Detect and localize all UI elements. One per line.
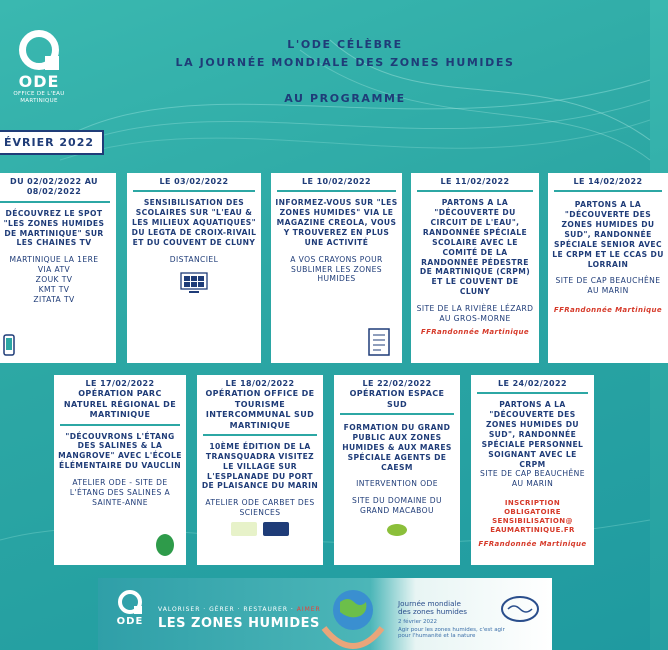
banner-logo-name: ODE xyxy=(116,616,144,627)
event-sub: ZOUK TV xyxy=(35,274,73,284)
event-date: LE 24/02/2022 xyxy=(477,375,588,394)
event-card-9 xyxy=(471,375,594,565)
magazine-icon xyxy=(366,327,392,357)
event-date: DU 02/02/2022 AU 08/02/2022 xyxy=(0,173,110,203)
event-card-1 xyxy=(0,173,116,363)
logo-subtitle: OFFICE DE L'EAU xyxy=(13,91,65,97)
header-line-2: LA JOURNÉE MONDIALE DES ZONES HUMIDES xyxy=(175,56,515,69)
banner-event-date: 2 février 2022 xyxy=(398,618,438,625)
logo-name: ODE xyxy=(18,72,60,91)
event-text: SENSIBILISATION DES SCOLAIRES SUR "L'EAU & LES MILIEUX AQUATIQUES" DU LEGTA DE CROIX-RIVAIL ET DU COUVENT DE CLUNY xyxy=(131,198,257,247)
banner-ode-logo xyxy=(112,590,148,627)
event-sub: A VOS CRAYONS POUR SUBLIMER LES ZONES HUMIDES xyxy=(290,254,383,284)
banner-event-tagline: Agir pour les zones humides, c'est agir pour l'humanité et la nature xyxy=(398,626,505,640)
event-card-6 xyxy=(54,375,186,565)
event-date: LE 22/02/2022 OPÉRATION ESPACE SUD xyxy=(340,375,454,415)
event-text: PARTONS A LA "DÉCOUVERTE DU CIRCUIT DE L'EAU", RANDONNÉE SPÉCIALE SCOLAIRE AVEC LE COMITÉ DE LA RANDONNÉE PÉDESTRE DE MARTINIQUE (CRPM) ET LE COUVENT DE CLUNY xyxy=(419,198,531,297)
event-sub: SITE DE CAP BEAUCHÊNE AU MARIN xyxy=(480,469,585,489)
event-date: LE 14/02/2022 xyxy=(554,173,662,192)
banner-slogan-text: VALORISER · GÉRER · RESTAURER · xyxy=(158,606,297,613)
event-sub-list xyxy=(0,255,116,304)
logo-subtitle-2: MARTINIQUE xyxy=(20,98,58,105)
event-card-8 xyxy=(334,375,460,565)
header-line-3: AU PROGRAMME xyxy=(284,92,406,105)
banner-title: LES ZONES HUMIDES xyxy=(158,616,320,631)
banner-slogan xyxy=(158,606,321,613)
event-date: LE 18/02/2022 OPÉRATION OFFICE DE TOURISME INTERCOMMUNAL SUD MARTINIQUE xyxy=(203,375,317,436)
event-text: PARTONS A LA "DÉCOUVERTE DES ZONES HUMIDES DU SUD", RANDONNÉE SPÉCIALE PERSONNEL SOIGNANT AVEC LE CRPM xyxy=(481,400,584,469)
event-sub: SITE DE LA RIVIÈRE LÉZARD AU GROS-MORNE xyxy=(416,303,534,323)
event-date: LE 11/02/2022 xyxy=(417,173,533,192)
event-card-2 xyxy=(127,173,261,363)
carbet-sciences-logo-icon xyxy=(263,522,289,536)
ramsar-logo-icon xyxy=(500,594,540,624)
video-call-icon xyxy=(179,271,209,297)
earth-hands-icon xyxy=(318,584,388,650)
event-sub: SITE DE CAP BEAUCHÊNE AU MARIN xyxy=(555,276,661,296)
event-card-5 xyxy=(548,173,668,363)
ode-logo-mark-icon xyxy=(19,30,59,70)
ffrandonnee-logo: FFRandonnée Martinique xyxy=(478,539,587,548)
event-sub: MARTINIQUE LA 1ERE xyxy=(9,255,99,265)
ffrandonnee-logo: FFRandonnée Martinique xyxy=(553,306,663,315)
event-sub: ATELIER ODE CARBET DES SCIENCES xyxy=(205,498,315,518)
ode-logo xyxy=(8,30,70,105)
event-sub: KMT TV xyxy=(38,284,70,294)
event-text: FORMATION DU GRAND PUBLIC AUX ZONES HUMIDES & AUX MARES SPÉCIALE AGENTS DE CAESM xyxy=(342,423,452,472)
event-card-4 xyxy=(411,173,539,363)
banner-event-title: Journée mondiale xyxy=(398,599,461,608)
bottom-banner xyxy=(98,578,552,650)
office-tourisme-logo-icon xyxy=(231,522,257,536)
registration-note: INSCRIPTION OBLIGATOIRE SENSIBILISATION@ EAUMARTINIQUE.FR xyxy=(490,499,575,535)
event-text: PARTONS A LA "DÉCOUVERTE DES ZONES HUMIDES DU SUD", RANDONNÉE SPÉCIALE SENIOR AVEC LE CRPM ET LE CCAS DU LORRAIN xyxy=(552,200,664,269)
event-date: LE 03/02/2022 xyxy=(133,173,255,192)
event-sub: ATELIER ODE - SITE DE L'ÉTANG DES SALINES A SAINTE-ANNE xyxy=(69,478,171,507)
event-sub: VIA ATV xyxy=(37,265,71,275)
event-card-3 xyxy=(271,173,402,363)
parc-naturel-logo-icon xyxy=(154,533,176,561)
banner-event-info xyxy=(398,600,508,640)
event-sub: SITE DU DOMAINE DU GRAND MACABOU xyxy=(351,496,443,516)
header-line-1: L'ODE CÉLÈBRE xyxy=(287,38,403,51)
event-card-7 xyxy=(197,375,323,565)
banner-event-title-2: des zones humides xyxy=(398,607,468,617)
event-sub: INTERVENTION ODE xyxy=(356,479,438,489)
event-sub: DISTANCIEL xyxy=(169,254,219,264)
ffrandonnee-logo: FFRandonnée Martinique xyxy=(420,327,530,336)
event-text: DÉCOUVREZ LE SPOT "LES ZONES HUMIDES DE MARTINIQUE" SUR LES CHAINES TV xyxy=(3,208,105,248)
event-text: "DÉCOUVRONS L'ÉTANG DES SALINES & LA MANGROVE" AVEC L'ÉCOLE ÉLÉMENTAIRE DU VAUCLIN xyxy=(58,431,182,471)
month-label: ÉVRIER 2022 xyxy=(0,130,104,155)
banner-ode-logo-icon xyxy=(118,590,142,614)
espace-sud-logo-icon xyxy=(386,522,408,538)
event-text: 10ÈME ÉDITION DE LA TRANSQUADRA VISITEZ LE VILLAGE SUR L'ESPLANADE DU PORT DE PLAISANCE DU MARIN xyxy=(201,441,319,491)
event-date: LE 10/02/2022 xyxy=(277,173,396,192)
banner-slogan-love: AIMER xyxy=(296,606,321,613)
phone-icon xyxy=(2,333,16,357)
event-text: INFORMEZ-VOUS SUR "LES ZONES HUMIDES" VIA LE MAGAZINE CREOLA, VOUS Y TROUVEREZ EN PLUS UNE ACTIVITÉ xyxy=(275,198,398,247)
event-date: LE 17/02/2022 OPÉRATION PARC NATUREL RÉGIONAL DE MARTINIQUE xyxy=(60,375,180,426)
event-sub: ZITATA TV xyxy=(33,294,75,304)
